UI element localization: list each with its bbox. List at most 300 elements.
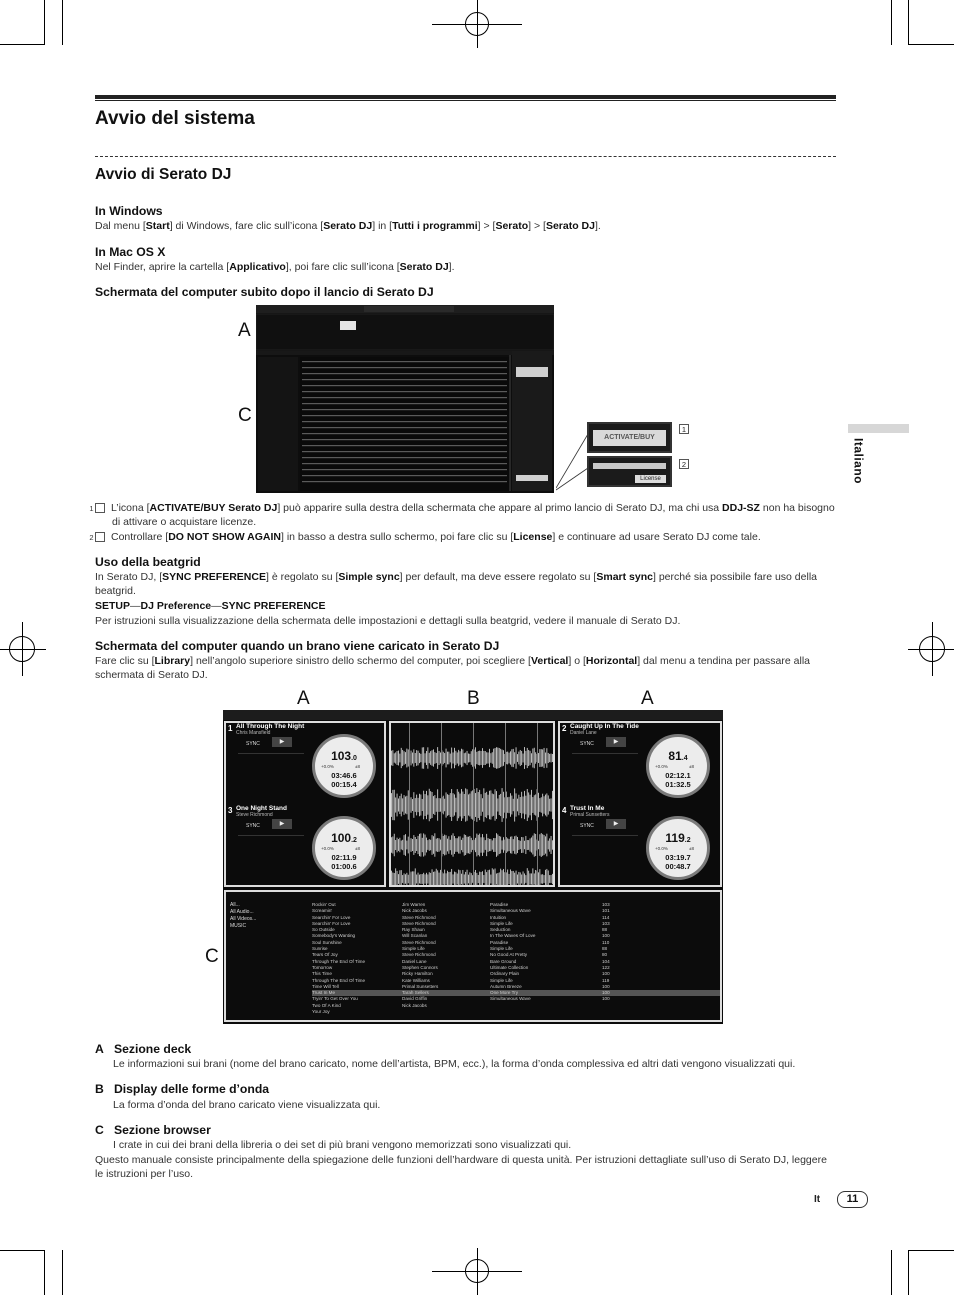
waveform-bar [398,798,399,811]
waveform-bar [499,836,500,854]
waveform-bar [427,874,428,883]
waveform-bar [471,791,472,818]
waveform-bar [542,749,543,766]
deck-number: 4 [562,806,567,815]
artist-cell: Steve Richmond [402,920,436,926]
waveform-bar [394,790,395,821]
label-a-right: A [641,688,654,709]
waveform-bar [546,748,547,768]
waveform-bar [423,833,424,856]
waveform-bar [507,869,508,885]
waveform-bar [510,837,511,854]
waveform-bar [492,868,493,885]
waveform-bar [517,799,518,812]
bpm-cell: 122 [602,964,610,970]
beat-marker [537,723,538,885]
crop-mark [44,1250,45,1295]
crate-item[interactable]: MUSIC [230,923,247,929]
waveform-bar [530,795,531,816]
waveform-bar [451,869,452,885]
waveform-bar [444,870,445,885]
beat-marker [473,723,474,885]
waveform-bar [448,752,449,765]
waveform-bar [495,789,496,820]
waveform-bar [514,873,515,885]
waveform-bar [530,751,531,765]
waveform-bar [455,751,456,765]
waveform-bar [433,796,434,814]
waveform-bar [516,793,517,816]
waveform-bar [397,871,398,885]
waveform-bar [451,789,452,821]
album-cell: Autumn Breeze [490,983,522,989]
track-table [312,902,720,1015]
waveform-bar [420,833,421,856]
waveform-bar [511,796,512,815]
waveform-bar [516,747,517,768]
deck-track-artist: Steve Richmond [236,812,273,818]
waveform-bar [418,751,419,766]
waveform-bar [462,792,463,819]
waveform-bar [446,792,447,817]
waveform-bar [391,751,392,766]
remaining-time: 00:48.7 [665,862,691,871]
bpm-readout: 81.4 [668,749,688,763]
activate-buy-button[interactable]: ACTIVATE/BUY [593,430,666,446]
song-cell: Through The End Of Time [312,958,366,964]
waveform-bar [436,798,437,812]
play-button[interactable]: ▶ [272,819,292,829]
play-button[interactable]: ▶ [606,737,626,747]
waveform-bar [404,873,405,884]
waveform-bar [535,752,536,763]
waveform-bar [405,752,406,764]
bpm-readout: 119.2 [665,831,691,845]
waveform-bar [548,753,549,763]
waveform-bar [429,872,430,885]
waveform-bar [458,792,459,819]
bpm-cell: 103 [602,902,610,907]
waveform-bar [476,873,477,885]
waveform-graphic [391,723,553,885]
waveform-bar [468,837,469,854]
legend-c-heading: C Sezione browser [95,1123,211,1137]
waveform-bar [531,753,532,762]
waveform-bar [461,874,462,885]
waveform-bar [391,837,392,853]
waveform-bar [544,835,545,855]
bpm-cell: 88 [602,946,608,952]
waveform-bar [552,840,553,849]
waveform-bar [525,875,526,883]
waveform-bar [544,796,545,813]
waveform-bar [495,838,496,852]
waveform-bar [416,875,417,884]
waveform-bar [531,790,532,820]
waveform-bar [413,871,414,885]
waveform-bar [440,798,441,811]
waveform-bar [399,754,400,763]
waveform-bar [436,753,437,763]
deck-number: 2 [562,724,567,733]
crop-mark [62,1250,63,1295]
launch-screenshot [256,305,554,493]
waveform-bar [440,870,441,885]
waveform-bar [415,868,416,885]
legend-b-text: La forma d’onda del brano caricato viene visualizzata qui. [113,1099,381,1111]
waveform-bar [398,839,399,851]
waveform-bar [499,872,500,885]
waveform-bar [443,752,444,764]
waveform-bar [472,840,473,850]
waveform-bar [539,749,540,767]
waveform-bar [527,748,528,768]
waveform-bar [397,751,398,765]
waveform-bar [495,748,496,768]
waveform-bar [517,754,518,762]
bpm-cell: 88 [602,927,608,933]
crop-mark [62,0,63,45]
waveform-bar [482,748,483,768]
waveform-bar [510,869,511,885]
launch-heading: Schermata del computer subito dopo il lancio di Serato DJ [95,285,434,299]
waveform-bar [551,754,552,763]
windows-text: Dal menu [Start] di Windows, fare clic sull’icona [Serato DJ] in [Tutti i programmi] > [Serato] > [Serato DJ]. [95,220,601,232]
waveform-bar [464,753,465,763]
waveform-bar [406,841,407,850]
play-button[interactable]: ▶ [606,819,626,829]
waveform-bar [472,875,473,883]
waveform-bar [509,753,510,764]
waveform-bar [527,840,528,850]
waveform-bar [509,797,510,813]
sync-button[interactable]: SYNC [246,741,260,747]
waveform-bar [490,753,491,763]
waveform-bar [469,794,470,817]
waveform-bar [478,875,479,883]
waveform-bar [425,835,426,856]
waveform-bar [455,798,456,813]
deck-controls [572,835,638,881]
waveform-bar [510,793,511,817]
waveform-bar [479,751,480,766]
bpm-cell: 103 [602,920,610,926]
waveform-bar [455,872,456,885]
waveform-bar [509,874,510,884]
waveform-bar [513,749,514,767]
bpm-readout: 100.2 [331,831,357,845]
waveform-bar [450,872,451,885]
waveform-bar [451,835,452,854]
sync-button[interactable]: SYNC [246,823,260,829]
waveform-bar [527,868,528,885]
waveform-bar [476,834,477,857]
waveform-bar [433,749,434,766]
crop-mark [908,1250,909,1295]
waveform-bar [412,839,413,851]
bpm-cell: 80 [602,952,608,958]
waveform-bar [467,789,468,820]
pitch-range: ±8 [355,764,360,769]
waveform-bar [489,749,490,767]
album-cell: Simple Life [490,920,513,926]
song-cell: Somebody's Wanting [312,933,356,939]
waveform-bar [551,875,552,883]
deck-track-artist: Daniel Lane [570,730,597,736]
waveform-bar [399,796,400,814]
waveform-bar [408,790,409,819]
waveform-bar [541,874,542,883]
waveform-bar [430,751,431,765]
crate-item[interactable]: All... [230,902,240,908]
waveform-bar [415,753,416,763]
waveform-bar [423,791,424,820]
waveform-bar [520,872,521,885]
waveform-bar [535,834,536,856]
bpm-cell: 100 [602,996,610,1002]
waveform-bar [496,791,497,819]
platter [312,816,376,880]
elapsed-time: 02:12.1 [665,771,691,780]
play-button[interactable]: ▶ [272,737,292,747]
platter [646,734,710,798]
waveform-bar [524,791,525,819]
song-cell: Tears Of Joy [312,952,338,958]
crate-item[interactable]: All Videos... [230,916,257,922]
waveform-bar [496,833,497,857]
waveform-bar [398,751,399,766]
waveform-bar [479,790,480,820]
waveform-bar [460,751,461,764]
waveform-bar [548,795,549,814]
waveform-bar [523,754,524,763]
crop-mark [0,649,46,650]
waveform-bar [478,751,479,765]
waveform-bar [523,871,524,885]
artist-cell: Steve Richmond [402,939,436,945]
waveform-bar [551,836,552,854]
page-number: 11 [837,1191,868,1208]
waveform-bar [482,834,483,856]
waveform-bar [514,788,515,821]
waveform-bar [429,839,430,851]
waveform-bar [437,747,438,769]
waveform-bar [513,799,514,811]
license-button[interactable]: License [635,475,666,483]
waveform-bar [446,835,447,854]
waveform-bar [539,834,540,856]
waveform-bar [482,798,483,812]
waveform-bar [514,836,515,854]
waveform-bar [395,797,396,812]
waveform-bar [423,747,424,769]
bpm-cell: 100 [602,971,610,977]
song-cell: Tomorrow [312,964,333,970]
bpm-cell: 110 [602,939,610,945]
waveform-bar [534,833,535,856]
beatgrid-note: Per istruzioni sulla visualizzazione della schermata delle impostazioni e dettagli sulla beatgrid, vedere il manuale di Serato DJ. [95,615,681,627]
waveform-bar [513,871,514,885]
song-cell: Soul Sunshine [312,939,342,945]
album-cell: No Good At Pretty [490,952,528,958]
waveform-bar [419,834,420,856]
waveform-bar [485,793,486,817]
waveform-bar [467,870,468,885]
waveform-bar [516,836,517,855]
artist-cell: Nick Jacobs [402,908,427,914]
waveform-bar [488,870,489,885]
song-cell: This Time [312,971,332,977]
artist-cell: Ricky Hamilton [402,971,433,977]
waveform-bar [546,793,547,816]
waveform-bar [464,834,465,855]
waveform-bar [458,750,459,766]
waveform-bar [511,836,512,853]
bpm-cell: 100 [602,933,610,939]
song-cell: Time Will Tell [312,983,339,989]
waveform-bar [495,868,496,885]
waveform-bar [446,749,447,768]
deck-track-title: All Through The Night [236,723,305,730]
waveform-bar [439,873,440,885]
waveform-bar [527,789,528,821]
waveform-bar [455,838,456,852]
waveform-bar [532,868,533,885]
crop-mark [0,44,45,45]
artist-cell: Daniel Lane [402,958,427,964]
waveform-bar [437,870,438,885]
waveform-bar [469,836,470,854]
waveform-bar [457,874,458,885]
waveform-bar [401,870,402,885]
waveform-bar [412,752,413,763]
waveform-bar [411,751,412,766]
waveform-bar [416,839,417,851]
waveform-bar [399,838,400,852]
artist-cell: Will Scanlan [402,933,428,939]
waveform-bar [426,873,427,885]
waveform-bar [541,833,542,857]
waveform-bar [392,836,393,853]
album-cell: Paradise [490,939,509,945]
waveform-bar [426,751,427,765]
page-language: It [814,1194,821,1205]
deck-track-artist: Chris Mansfield [236,730,271,736]
waveform-bar [420,874,421,884]
waveform-bar [542,874,543,884]
header-rule-thin [95,100,836,101]
waveform-bar [475,838,476,852]
waveform-bar [436,869,437,885]
waveform-bar [518,752,519,765]
waveform-bar [411,797,412,813]
album-cell: Intuition [490,914,507,920]
waveform-bar [507,838,508,851]
crop-mark [908,0,909,45]
waveform-bar [411,872,412,885]
waveform-bar [402,798,403,811]
waveform-bar [490,839,491,851]
artist-cell: Stephen Connors [402,964,438,970]
waveform-bar [521,751,522,765]
waveform-bar [401,748,402,768]
label-c-browser: C [205,946,219,967]
waveform-bar [513,839,514,851]
waveform-bar [524,873,525,884]
waveform-bar [499,795,500,815]
pitch-range: ±8 [689,846,694,851]
waveform-bar [461,789,462,821]
legend-b-heading: B Display delle forme d’onda [95,1082,270,1096]
bpm-cell: 104 [602,958,610,964]
waveform-bar [450,840,451,850]
waveform-bar [482,871,483,885]
waveform-bar [535,870,536,885]
waveform-bar [416,750,417,766]
beatgrid-text: In Serato DJ, [SYNC PREFERENCE] è regolato su [Simple sync] per default, ma deve essere regolato su [Smart sync] perché sia possibile fare uso della beatgrid. [95,571,817,598]
waveform-bar [434,795,435,815]
waveform-bar [490,790,491,819]
waveform-bar [525,836,526,854]
waveform-bar [542,834,543,856]
waveform-bar [460,870,461,885]
waveform-bar [525,751,526,765]
waveform-bar [413,835,414,855]
pitch-readout: +0.0% [321,846,334,851]
waveform-bar [486,872,487,885]
waveform-bar [408,837,409,854]
waveform-bar [429,753,430,763]
waveform-bar [444,753,445,763]
waveform-bar [420,754,421,762]
waveform-bar [454,794,455,815]
waveform-bar [433,872,434,885]
waveform-bar [530,873,531,884]
song-cell: Screamin' [312,908,333,914]
waveform-bar [465,788,466,821]
waveform-bar [437,789,438,820]
waveform-bar [497,798,498,811]
legend-a-text: Le informazioni sui brani (nome del brano caricato, nome dell’artista, BPM, ecc.), la forma d’onda complessiva ed altri dati vengono visualizzati qui. [113,1058,796,1070]
waveform-bar [502,870,503,885]
elapsed-time: 03:19.7 [665,853,691,862]
waveform-bar [493,749,494,768]
artist-cell: Steve Richmond [402,914,436,920]
label-c: C [238,405,252,426]
waveform-bar [528,840,529,850]
artist-cell: Kate Williams [402,977,430,983]
waveform-bar [500,837,501,854]
waveform-bar [471,751,472,765]
waveform-bar [549,754,550,762]
deck-number: 1 [228,724,233,733]
waveform-bar [520,750,521,766]
pitch-readout: +0.0% [655,764,668,769]
waveform-bar [534,748,535,769]
sync-button[interactable]: SYNC [580,823,594,829]
crate-item[interactable]: All Audio... [230,909,254,915]
crop-mark [891,0,892,45]
sync-button[interactable]: SYNC [580,741,594,747]
artist-cell: Primal Sunsetters [402,983,439,989]
waveform-bar [392,873,393,885]
mac-text: Nel Finder, aprire la cartella [Applicativo], poi fare clic sull’icona [Serato DJ]. [95,261,455,273]
song-cell: Rockin' Out [312,902,336,907]
artist-cell: Simple Life [402,946,425,952]
waveform-bar [517,837,518,853]
song-cell: Sunrise [312,946,328,952]
table-row[interactable] [312,1009,720,1015]
